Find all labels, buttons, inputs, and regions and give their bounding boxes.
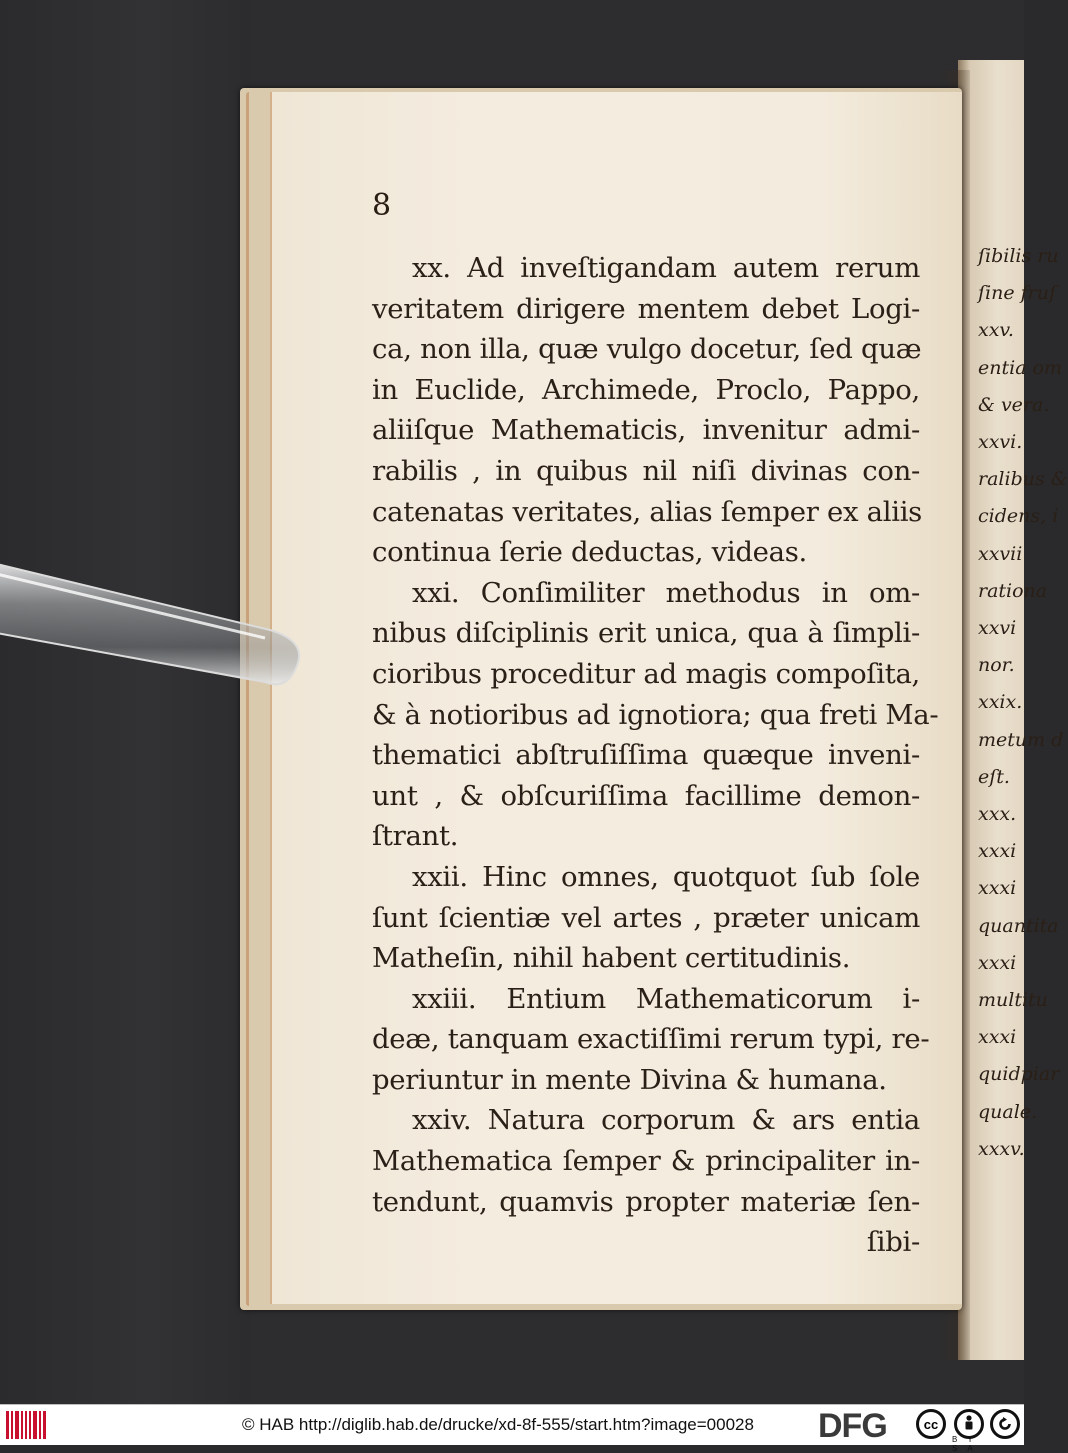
text-line: in Euclide, Archimede, Proclo, Pappo, [372,373,920,406]
facing-page-fragment: xxxi [978,1026,1017,1049]
text-line: cioribus proceditur ad magis compoſita, [372,657,920,690]
text-line: aliiſque Mathematicis, invenitur admi- [372,414,920,447]
text-line: thematici abſtruſiſſima quæque inveni- [372,739,920,772]
facing-page-fragment: rationa [978,579,1048,602]
text-line: Mathematica ſemper & principaliter in- [372,1145,920,1178]
facing-page-fragment: multitu [978,989,1048,1011]
text-line: ſibi- [866,1226,920,1259]
text-line: nibus diſciplinis erit unica, qua à ſimpli- [372,617,920,650]
facing-page-fragment: cidens, i [978,505,1059,528]
facing-page-fragment: xxxi [978,951,1017,974]
text-line: unt , & obſcuriſſima facillime demon- [372,779,920,812]
text-line: ſunt ſcientiæ vel artes , præter unicam [372,901,920,934]
facing-page-fragment: ſibilis ru [978,245,1059,267]
facing-page-fragment: quantita [978,914,1059,937]
facing-page-fragment: & vera. [978,393,1050,416]
facing-page-fragment: quidpiar [978,1063,1060,1086]
text-line: rabilis , in quibus nil niſi divinas con- [372,454,920,487]
facing-page-fragment: xxxi [978,877,1017,900]
background-cloth [0,0,250,1404]
text-line: xxi. Conſimiliter methodus in om- [412,576,920,609]
citation-link[interactable]: © HAB http://diglib.hab.de/drucke/xd-8f-555/start.htm?image=00028 [242,1415,754,1434]
text-line: xx. Ad inveſtigandam autem rerum [412,252,920,284]
facing-page-fragment: xxxi [978,840,1017,863]
text-line: xxii. Hinc omnes, quotquot ſub ſole [412,860,920,893]
facing-page-fragment: quale. [978,1100,1038,1123]
facing-page-fragment: eſt. [978,765,1010,788]
text-line: continua ſerie deductas, videas. [372,536,807,569]
facing-page-fragment: ralibus & [978,468,1068,491]
text-line: deæ, tanquam exactiſſimi rerum typi, re- [372,1023,930,1056]
facing-page-fragment: xxix. [978,691,1023,714]
facing-page-fragment: xxvi [978,617,1017,639]
text-line: xxiv. Natura corporum & ars entia [412,1104,920,1137]
text-line: veritatem dirigere mentem debet Logi- [372,292,920,325]
facing-page-fragment: metum d [978,728,1064,751]
footer-bar [0,1404,1024,1453]
facing-page-fragment: entia om [978,356,1063,379]
dfg-logo: DFG [818,1407,887,1445]
glass-page-holder [0,560,310,690]
page-number: 8 [372,188,392,223]
facing-page-fragment: xxvi. [978,431,1023,453]
facing-page-fragment: xxxv. [978,1137,1025,1160]
facing-page-fragment: nor. [978,654,1015,677]
facing-page-fragment: xxvii [978,542,1023,565]
text-line: periuntur in mente Divina & humana. [372,1063,887,1096]
text-line: xxiii. Entium Mathematicorum i- [412,982,920,1015]
page-text [372,248,939,1263]
facing-page-fragment: xxx. [978,803,1017,825]
text-line: catenatas veritates, alias ſemper ex aliis [372,495,922,528]
text-line: & à notioribus ad ignotiora; qua freti Ma- [372,698,939,731]
hab-logo-icon [6,1411,46,1439]
text-line: ſtrant. [372,820,459,853]
facing-page-fragment: xxv. [978,319,1014,342]
text-line: tendunt, quamvis propter materiæ ſen- [372,1185,920,1218]
license-labels: BY SA [952,1435,983,1453]
text-line: Matheſin, nihil habent certitudinis. [372,942,851,975]
facing-page-fragment: ſine fruſ [978,282,1057,305]
cc-license-icon[interactable]: cc [916,1409,946,1439]
text-line: ca, non illa, quæ vulgo docetur, ſed quæ [372,333,922,366]
